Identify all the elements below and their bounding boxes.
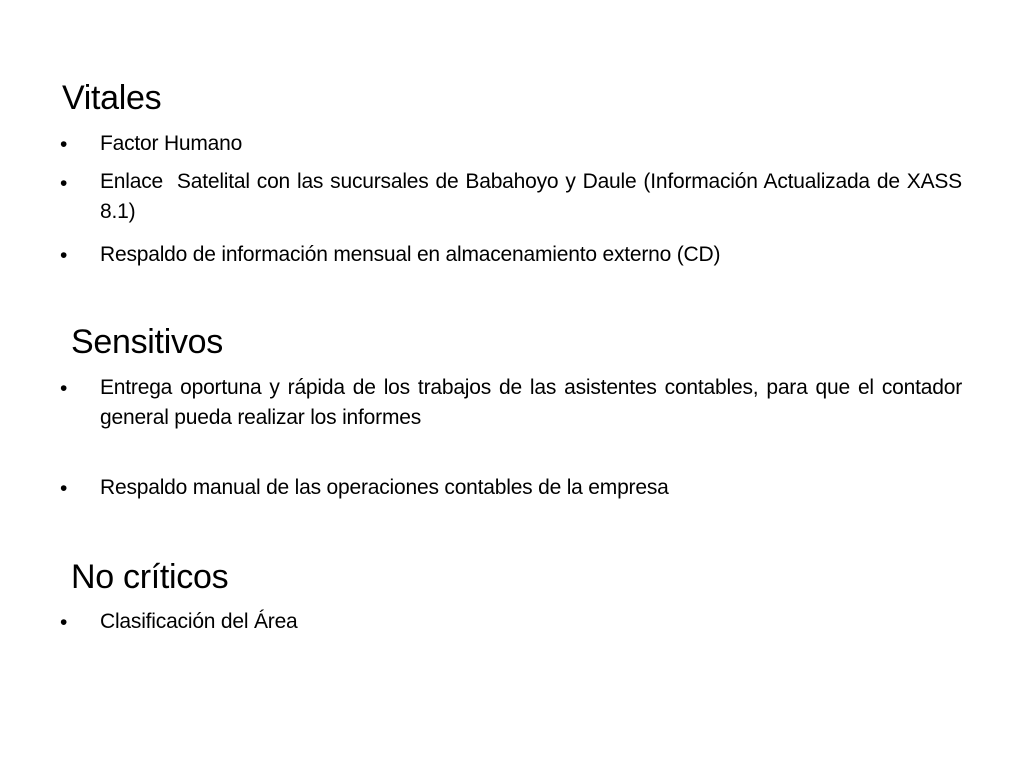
section-heading-no-criticos: No críticos xyxy=(71,558,229,596)
section-heading-sensitivos: Sensitivos xyxy=(71,323,223,361)
list-item-entrega-oportuna: Entrega oportuna y rápida de los trabajos de las asistentes contables, para que el contador general pueda realizar los informes xyxy=(100,376,962,429)
bullet-icon: • xyxy=(60,477,68,500)
list-item-factor-humano: Factor Humano xyxy=(100,132,243,155)
bullet-icon: • xyxy=(60,611,68,634)
bullet-icon: • xyxy=(60,172,68,195)
list-item-respaldo-manual: Respaldo manual de las operaciones contables de la empresa xyxy=(100,476,669,499)
bullet-icon: • xyxy=(60,377,68,400)
section-heading-vitales: Vitales xyxy=(62,79,162,117)
bullet-icon: • xyxy=(60,244,68,267)
list-item-clasificacion-area: Clasificación del Área xyxy=(100,610,298,633)
list-item-enlace-satelital: Enlace Satelital con las sucursales de Babahoyo y Daule (Información Actualizada de XASS 8.1) xyxy=(100,170,968,223)
bullet-icon: • xyxy=(60,133,68,156)
list-item-respaldo-informacion: Respaldo de información mensual en almacenamiento externo (CD) xyxy=(100,243,721,266)
